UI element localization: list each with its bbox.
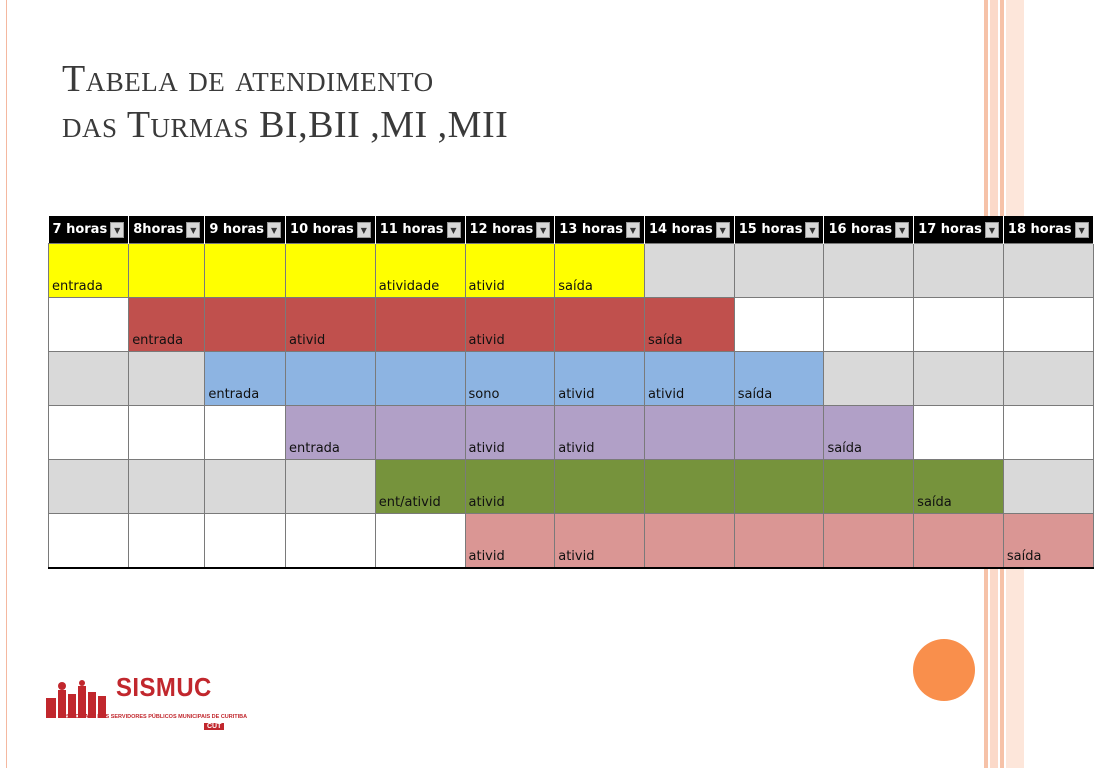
table-cell: saída: [555, 244, 645, 298]
column-header-label: 17 horas: [918, 222, 982, 237]
table-cell: [375, 298, 465, 352]
table-cell: [824, 460, 914, 514]
table-cell: [914, 352, 1004, 406]
table-cell: ativid: [286, 298, 376, 352]
table-cell: [129, 406, 205, 460]
table-cell: [1003, 406, 1093, 460]
filter-dropdown-icon[interactable]: ▼: [626, 222, 640, 238]
table-row: [49, 298, 1094, 352]
title-line-2: das Turmas BI,BII ,MI ,MII: [62, 104, 509, 146]
table-cell: [644, 406, 734, 460]
table-cell: entrada: [286, 406, 376, 460]
column-header: [914, 216, 1004, 244]
filter-dropdown-icon[interactable]: ▼: [716, 222, 730, 238]
table-cell: [129, 244, 205, 298]
table-cell: [824, 514, 914, 568]
table-cell: [375, 514, 465, 568]
column-header: [644, 216, 734, 244]
table-cell: [205, 460, 286, 514]
table-cell: [286, 244, 376, 298]
table-cell: [286, 460, 376, 514]
sismuc-logo: [44, 672, 248, 738]
table-cell: [1003, 460, 1093, 514]
slide-title: [62, 56, 508, 148]
table-cell: [555, 460, 645, 514]
column-header: [555, 216, 645, 244]
logo-name: SISMUC: [116, 672, 212, 702]
table-cell: [824, 352, 914, 406]
table-cell: [49, 406, 129, 460]
column-header-label: 13 horas: [559, 222, 623, 237]
column-header: [286, 216, 376, 244]
column-header: [375, 216, 465, 244]
filter-dropdown-icon[interactable]: ▼: [110, 222, 124, 238]
column-header: [734, 216, 824, 244]
column-header-label: 8horas: [133, 222, 184, 237]
column-header-label: 15 horas: [738, 222, 803, 237]
column-header: [205, 216, 286, 244]
table-cell: [205, 298, 286, 352]
table-cell: ativid: [555, 514, 645, 568]
column-header-label: 10 horas: [290, 222, 354, 237]
table-cell: [914, 514, 1004, 568]
table-cell: entrada: [49, 244, 129, 298]
decor-circle: [913, 639, 975, 701]
table-cell: [734, 406, 824, 460]
table-cell: [914, 298, 1004, 352]
table-cell: [129, 514, 205, 568]
table-cell: [129, 352, 205, 406]
table-cell: [734, 460, 824, 514]
table-cell: [1003, 352, 1093, 406]
table-cell: entrada: [205, 352, 286, 406]
filter-dropdown-icon[interactable]: ▼: [186, 222, 200, 238]
column-header: [465, 216, 555, 244]
table-cell: saída: [734, 352, 824, 406]
column-header-label: 11 horas: [379, 222, 444, 237]
table-cell: [734, 514, 824, 568]
filter-dropdown-icon[interactable]: ▼: [805, 222, 819, 238]
table-cell: [49, 460, 129, 514]
column-header-label: 9 horas: [209, 222, 265, 237]
table-cell: [914, 244, 1004, 298]
table-cell: [205, 514, 286, 568]
table-cell: [734, 244, 824, 298]
table-cell: [286, 352, 376, 406]
filter-dropdown-icon[interactable]: ▼: [267, 222, 281, 238]
table-cell: [644, 460, 734, 514]
table-row: [49, 460, 1094, 514]
table-row: [49, 406, 1094, 460]
table-cell: [644, 244, 734, 298]
table-cell: ativid: [465, 514, 555, 568]
table-row: [49, 514, 1094, 568]
table-cell: [555, 298, 645, 352]
table-cell: saída: [914, 460, 1004, 514]
column-header: [49, 216, 129, 244]
table-row: [49, 352, 1094, 406]
table-cell: saída: [644, 298, 734, 352]
column-header: [824, 216, 914, 244]
filter-dropdown-icon[interactable]: ▼: [536, 222, 550, 238]
filter-dropdown-icon[interactable]: ▼: [1075, 222, 1089, 238]
table-cell: [824, 298, 914, 352]
table-cell: ativid: [555, 406, 645, 460]
table-cell: [205, 406, 286, 460]
title-line-1: Tabela de atendimento: [62, 58, 434, 100]
table-cell: ativid: [555, 352, 645, 406]
filter-dropdown-icon[interactable]: ▼: [357, 222, 371, 238]
table-cell: [49, 514, 129, 568]
column-header-label: 16 horas: [828, 222, 893, 237]
table-cell: [375, 406, 465, 460]
column-header-label: 7 horas: [52, 222, 108, 237]
table-cell: [129, 460, 205, 514]
table-header-row: [49, 216, 1094, 244]
table-row: [49, 244, 1094, 298]
table-cell: ativid: [465, 406, 555, 460]
table-cell: [49, 352, 129, 406]
column-header-label: 12 horas: [469, 222, 534, 237]
column-header-label: 14 horas: [648, 222, 713, 237]
logo-subtitle: SINDICATO DOS SERVIDORES PÚBLICOS MUNICIPAIS DE CURITIBA: [66, 714, 248, 720]
filter-dropdown-icon[interactable]: ▼: [447, 222, 461, 238]
table-cell: [375, 352, 465, 406]
table-cell: sono: [465, 352, 555, 406]
table-cell: ativid: [465, 460, 555, 514]
table-cell: [824, 244, 914, 298]
table-cell: saída: [824, 406, 914, 460]
table-cell: [914, 406, 1004, 460]
table-cell: ativid: [465, 298, 555, 352]
table-cell: [1003, 298, 1093, 352]
table-cell: ativid: [644, 352, 734, 406]
logo-affiliation: CUT: [204, 723, 224, 730]
table-cell: [286, 514, 376, 568]
schedule-table: [48, 216, 1094, 569]
table-cell: [49, 298, 129, 352]
filter-dropdown-icon[interactable]: ▼: [985, 222, 999, 238]
table-cell: ent/ativid: [375, 460, 465, 514]
column-header: [129, 216, 205, 244]
table-cell: [644, 514, 734, 568]
table-cell: [1003, 244, 1093, 298]
table-cell: saída: [1003, 514, 1093, 568]
column-header: [1003, 216, 1093, 244]
table-cell: atividade: [375, 244, 465, 298]
table-cell: [734, 298, 824, 352]
table-cell: ativid: [465, 244, 555, 298]
table-cell: entrada: [129, 298, 205, 352]
table-cell: [205, 244, 286, 298]
column-header-label: 18 horas: [1007, 222, 1072, 237]
filter-dropdown-icon[interactable]: ▼: [895, 222, 909, 238]
